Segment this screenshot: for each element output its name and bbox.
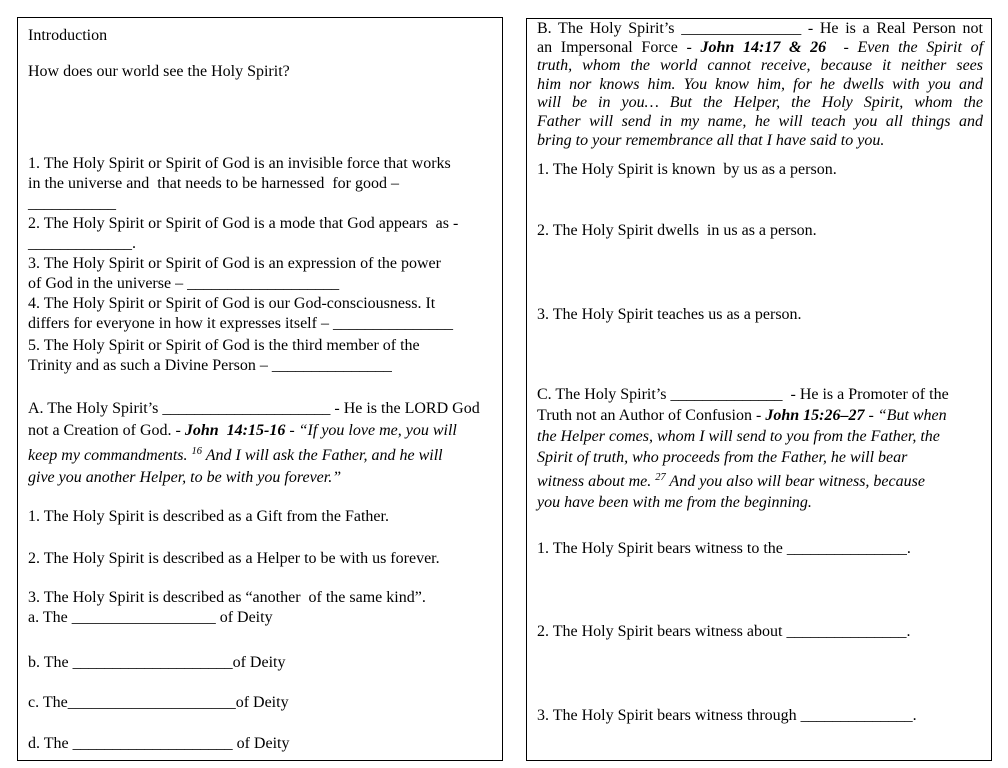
a-point-3: 3. The Holy Spirit is described as “another of the same kind”.	[28, 589, 426, 606]
section-c-heading: C. The Holy Spirit’s ______________ - He is a Promoter of the Truth not an Author of Confusion - John 15:26–27 - “But when the Helper comes, whom I will send to you from the Father, the Spirit of truth, who proceeds from the Father, he will bear witness about me. $^{27}$ And you also will bear witness, because you have been with me from the beginning.	[537, 386, 949, 512]
b-point-3: 3. The Holy Spirit teaches us as a person.	[537, 306, 802, 324]
right-panel-content	[537, 20, 983, 726]
intro-question: How does our world see the Holy Spirit?	[28, 63, 290, 80]
world-view-1: 1. The Holy Spirit or Spirit of God is an invisible force that works in the universe and that needs to be harnessed for good –	[28, 155, 451, 192]
a-point-1: 1. The Holy Spirit is described as a Gift from the Father.	[28, 508, 389, 525]
right-panel	[526, 18, 992, 761]
b-point-2: 2. The Holy Spirit dwells in us as a person.	[537, 222, 817, 240]
world-view-4: 4. The Holy Spirit or Spirit of God is our God-consciousness. It differs for everyone in how it expresses itself – _______________	[28, 295, 453, 332]
intro-heading: Introduction	[28, 27, 108, 44]
deity-blank-a: a. The __________________ of Deity	[28, 609, 273, 626]
left-panel	[17, 17, 503, 761]
left-panel-content	[28, 26, 492, 754]
deity-blank-c: c. The_____________________of Deity	[28, 694, 289, 711]
deity-blank-b: b. The ____________________of Deity	[28, 654, 286, 671]
section-b-heading: B. The Holy Spirit’s _______________ - He is a Real Person not an Impersonal Force - John 14:17 & 26 - Even the Spirit of truth, whom the world cannot receive, because it neither sees him nor knows him. You know him, for he dwells with you and will be in you… But the Helper, the Holy Spirit, whom the Father will send in my name, he will teach you all things and bring to your remembrance all that I have said to you.	[537, 20, 984, 149]
section-a-heading: A. The Holy Spirit’s _____________________ - He is the LORD God not a Creation of God. - John 14:15-16 - “If you love me, you will keep my commandments. $^{16}$ And I will ask the Father, and he will give you another Helper, to be with you forever.”	[28, 400, 480, 486]
world-view-2: 2. The Holy Spirit or Spirit of God is a mode that God appears as -	[28, 215, 459, 232]
world-view-3: 3. The Holy Spirit or Spirit of God is an expression of the power of God in the universe – ___________________	[28, 255, 441, 292]
deity-blank-d: d. The ____________________ of Deity	[28, 735, 290, 752]
world-view-5: 5. The Holy Spirit or Spirit of God is the third member of the Trinity and as such a Divine Person – _______________	[28, 337, 420, 374]
a-point-2: 2. The Holy Spirit is described as a Helper to be with us forever.	[28, 550, 440, 567]
c-point-2: 2. The Holy Spirit bears witness about _______________.	[537, 622, 911, 640]
c-point-3: 3. The Holy Spirit bears witness through ______________.	[537, 706, 917, 724]
b-point-1: 1. The Holy Spirit is known by us as a person.	[537, 161, 837, 179]
c-point-1: 1. The Holy Spirit bears witness to the _______________.	[537, 539, 911, 557]
blank-line-2: _____________.	[28, 235, 136, 252]
blank-line-1: ___________	[28, 195, 116, 212]
